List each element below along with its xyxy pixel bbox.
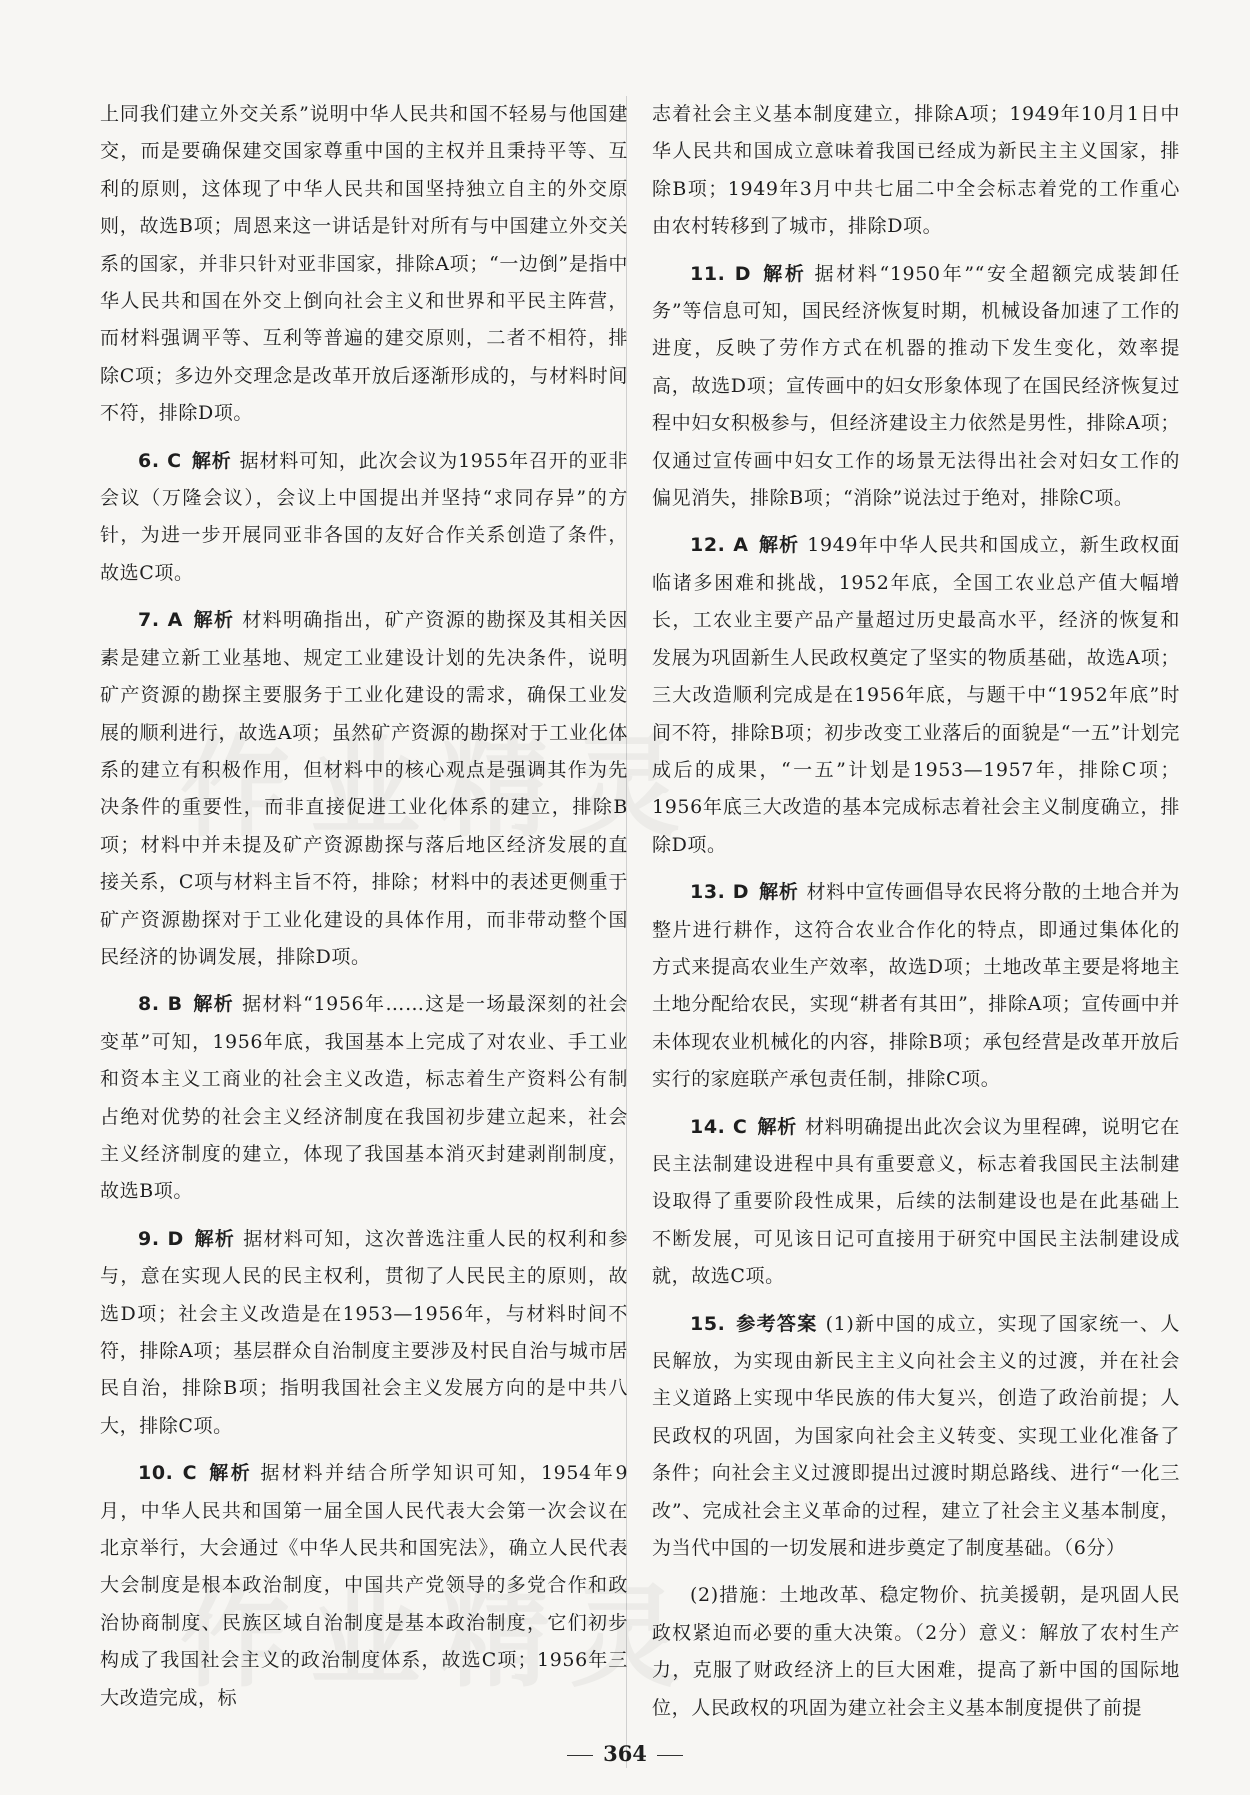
paragraph-text: 志着社会主义基本制度建立，排除A项；1949年10月1日中华人民共和国成立意味着我国已经成为新民主主义国家，排除B项；1949年3月中共七届二中全会标志着党的工作重心由农村转移到了城市，排除D项。 [652,103,1180,238]
analysis-tag: 解析 [191,449,232,472]
page-number: 364 [603,1741,647,1766]
analysis-tag: 解析 [758,534,800,557]
text-paragraph [652,1577,1180,1727]
answer-item [100,602,628,976]
question-number: 10. C [138,1462,198,1485]
question-number: 11. D [690,262,752,285]
paragraph-text: (2)措施：土地改革、稳定物价、抗美援朝，是巩固人民政权紧迫而必要的重大决策。（2分）意义：解放了农村生产力，克服了财政经济上的巨大困难，提高了新中国的国际地位，人民政权的巩固为建立社会主义基本制度提供了前提 [652,1584,1180,1719]
paragraph-text: 材料中宣传画倡导农民将分散的土地合并为整片进行耕作，这符合农业合作化的特点，即通过集体化的方式来提高农业生产效率，故选D项；土地改革主要是将地主土地分配给农民，实现“耕者有其田”，排除A项；宣传画中并未体现农业机械化的内容，排除B项；承包经营是改革开放后实行的家庭联产承包责任制，排除C项。 [652,881,1181,1091]
question-number: 13. D [690,881,750,904]
paragraph-text: 据材料并结合所学知识可知，1954年9月，中华人民共和国第一届全国人民代表大会第一次会议在北京举行，大会通过《中华人民共和国宪法》，确立人民代表大会制度是根本政治制度，中国共产党领导的多党合作和政治协商制度、民族区域自治制度是基本政治制度，它们初步构成了我国社会主义的政治制度体系，故选C项；1956年三大改造完成，标 [100,1462,629,1709]
answer-item [100,1221,628,1445]
analysis-tag: 解析 [193,1227,236,1250]
text-paragraph [652,96,1180,246]
paragraph-text: 据材料“1950年”“安全超额完成装卸任务”等信息可知，国民经济恢复时期，机械设备加速了工作的进度，反映了劳作方式在机器的推动下发生变化，效率提高，故选D项；宣传画中的妇女形象体现了在国民经济恢复过程中妇女积极参与，但经济建设主力依然是男性，排除A项；仅通过宣传画中妇女工作的场景无法得出社会对妇女工作的偏见消失，排除B项；“消除”说法过于绝对，排除C项。 [652,262,1181,510]
question-number: 12. A [690,534,749,557]
paragraph-text: 据材料可知，这次普选注重人民的权利和参与，意在实现人民的民主权利，贯彻了人民民主的原则，故选D项；社会主义改造是在1953—1956年，与材料时间不符，排除A项；基层群众自治制度主要涉及村民自治与城市居民自治，排除B项；指明我国社会主义发展方向的是中共八大，排除C项。 [100,1227,629,1437]
paragraph-text: (1)新中国的成立，实现了国家统一、人民解放，为实现由新民主主义向社会主义的过渡，并在社会主义道路上实现中华民族的伟大复兴，创造了政治前提；人民政权的巩固，为国家向社会主义转变、实现工业化准备了条件；向社会主义过渡即提出过渡时期总路线、进行“一化三改”、完成社会主义革命的过程，建立了社会主义基本制度，为当代中国的一切发展和进步奠定了制度基础。（6分） [652,1312,1180,1560]
paragraph-text: 1949年中华人民共和国成立，新生政权面临诸多困难和挑战，1952年底，全国工农业总产值大幅增长，工农业主要产品产量超过历史最高水平，经济的恢复和发展为巩固新生人民政权奠定了坚实的物质基础，故选A项；三大改造顺利完成是在1956年底，与题干中“1952年底”时间不符，排除B项；初步改变工业落后的面貌是“一五”计划完成后的成果，“一五”计划是1953—1957年，排除C项；1956年底三大改造的基本完成标志着社会主义制度确立，排除D项。 [652,534,1181,856]
analysis-tag: 解析 [192,993,235,1016]
paragraph-text: 材料明确提出此次会议为里程碑，说明它在民主法制建设进程中具有重要意义，标志着我国民主法制建设取得了重要阶段性成果，后续的法制建设也是在此基础上不断发展，可见该日记可直接用于研究中国民主法制建设成就，故选C项。 [652,1115,1181,1288]
answer-item [652,527,1180,864]
question-number: 15. [690,1312,726,1335]
question-number: 7. A [138,609,183,632]
paragraph-text: 据材料“1956年……这是一场最深刻的社会变革”可知，1956年底，我国基本上完成了对农业、手工业和资本主义工商业的社会主义改造，标志着生产资料公有制占绝对优势的社会主义经济制度在我国初步建立起来，社会主义经济制度的建立，体现了我国基本消灭封建剥削制度，故选B项。 [100,993,629,1203]
question-number: 9. D [138,1227,184,1250]
paragraph-text: 据材料可知，此次会议为1955年召开的亚非会议（万隆会议），会议上中国提出并坚持“求同存异”的方针，为进一步开展同亚非各国的友好合作关系创造了条件，故选C项。 [100,449,628,584]
text-paragraph [100,96,628,433]
right-column [652,96,1180,1737]
question-number: 8. B [138,993,183,1016]
answer-item [652,256,1180,518]
answer-item [652,1109,1180,1296]
answer-item [652,1306,1180,1568]
question-number: 14. C [690,1115,748,1138]
answer-item [652,874,1180,1098]
answer-item [100,443,628,593]
page-footer [0,1741,1250,1766]
paragraph-text: 材料明确指出，矿产资源的勘探及其相关因素是建立新工业基地、规定工业建设计划的先决条件，说明矿产资源的勘探主要服务于工业化建设的需求，确保工业发展的顺利进行，故选A项；虽然矿产资源的勘探对于工业化体系的建立有积极作用，但材料中的核心观点是强调其作为先决条件的重要性，而非直接促进工业化体系的建立，排除B项；材料中并未提及矿产资源勘探与落后地区经济发展的直接关系，C项与材料主旨不符，排除；材料中的表述更侧重于矿产资源勘探对于工业化建设的具体作用，而非带动整个国民经济的协调发展，排除D项。 [100,609,628,968]
analysis-tag: 解析 [192,609,235,632]
answer-item [100,986,628,1210]
paragraph-text: 上同我们建立外交关系”说明中华人民共和国不轻易与他国建交，而是要确保建交国家尊重中国的主权并且秉持平等、互利的原则，这体现了中华人民共和国坚持独立自主的外交原则，故选B项；周恩来这一讲话是针对所有与中国建立外交关系的国家，并非只针对亚非国家，排除A项；“一边倒”是指中华人民共和国在外交上倒向社会主义和世界和平民主阵营，而材料强调平等、互利等普遍的建交原则，二者不相符，排除C项；多边外交理念是改革开放后逐渐形成的，与材料时间不符，排除D项。 [100,103,628,425]
analysis-tag: 解析 [757,1115,798,1138]
question-number: 6. C [138,449,182,472]
answer-item [100,1455,628,1717]
analysis-tag: 解析 [761,262,807,285]
footer-dash-left [567,1755,593,1756]
analysis-tag: 解析 [207,1462,253,1485]
left-column [100,96,628,1727]
analysis-tag: 解析 [759,881,799,904]
footer-dash-right [657,1755,683,1756]
analysis-tag: 参考答案 [735,1312,818,1335]
